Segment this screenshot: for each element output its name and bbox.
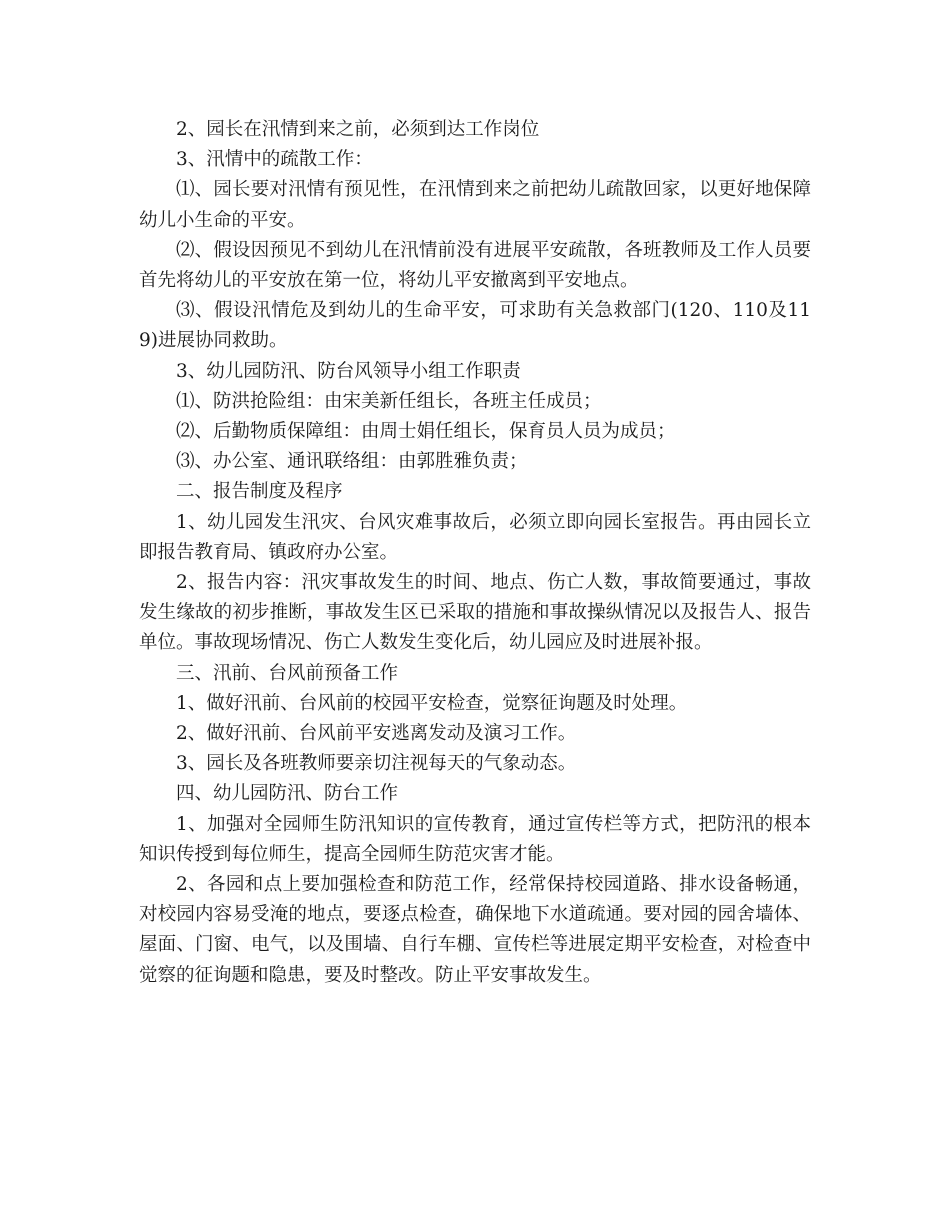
paragraph-11: 1、幼儿园发生汛灾、台风灾难事故后，必须立即向园长室报告。再由园长立即报告教育局、镇政府办公室。 xyxy=(139,511,811,563)
paragraph-8: ⑵、后勤物质保障组：由周士娟任组长，保育员人员为成员； xyxy=(176,421,676,443)
paragraph-15: 2、做好汛前、台风前平安逃离发动及演习工作。 xyxy=(176,723,577,745)
paragraph-19: 2、各园和点上要加强检查和防范工作，经常保持校园道路、排水设备畅通，对校园内容易受淹的地点，要逐点检查，确保地下水道疏通。要对园的园舍墙体、屋面、门窗、电气，以及围墙、自行车棚、宣传栏等进展定期平安检查，对检查中觉察的征询题和隐患，要及时整改。防止平安事故发生。 xyxy=(139,874,811,986)
paragraph-16: 3、园长及各班教师要亲切注视每天的气象动态。 xyxy=(176,753,577,775)
paragraph-13: 三、汛前、台风前预备工作 xyxy=(176,662,399,684)
paragraph-2: 3、汛情中的疏散工作： xyxy=(176,149,373,171)
paragraph-5: ⑶、假设汛情危及到幼儿的生命平安，可求助有关急救部门(120、110及119)进展协同救助。 xyxy=(139,300,811,352)
paragraph-14: 1、做好汛前、台风前的校园平安检查，觉察征询题及时处理。 xyxy=(176,692,688,714)
paragraph-9: ⑶、办公室、通讯联络组：由郭胜雅负责； xyxy=(176,451,528,473)
paragraph-6: 3、幼儿园防汛、防台风领导小组工作职责 xyxy=(176,360,521,382)
document-body xyxy=(139,115,811,991)
paragraph-4: ⑵、假设因预见不到幼儿在汛情前没有进展平安疏散，各班教师及工作人员要首先将幼儿的平安放在第一位，将幼儿平安撤离到平安地点。 xyxy=(139,239,811,292)
paragraph-10: 二、报告制度及程序 xyxy=(176,481,343,503)
paragraph-17: 四、幼儿园防汛、防台工作 xyxy=(176,783,399,805)
paragraph-18: 1、加强对全园师生防汛知识的宣传教育，通过宣传栏等方式，把防汛的根本知识传授到每位师生，提高全园师生防范灾害才能。 xyxy=(139,813,811,865)
paragraph-12: 2、报告内容：汛灾事故发生的时间、地点、伤亡人数，事故简要通过，事故发生缘故的初步推断，事故发生区已采取的措施和事故操纵情况以及报告人、报告单位。事故现场情况、伤亡人数发生变化后，幼儿园应及时进展补报。 xyxy=(139,572,811,654)
paragraph-7: ⑴、防洪抢险组：由宋美新任组长，各班主任成员； xyxy=(176,390,602,412)
paragraph-3: ⑴、园长要对汛情有预见性，在汛情到来之前把幼儿疏散回家，以更好地保障幼儿小生命的平安。 xyxy=(139,179,811,231)
paragraph-1: 2、园长在汛情到来之前，必须到达工作岗位 xyxy=(176,119,540,140)
